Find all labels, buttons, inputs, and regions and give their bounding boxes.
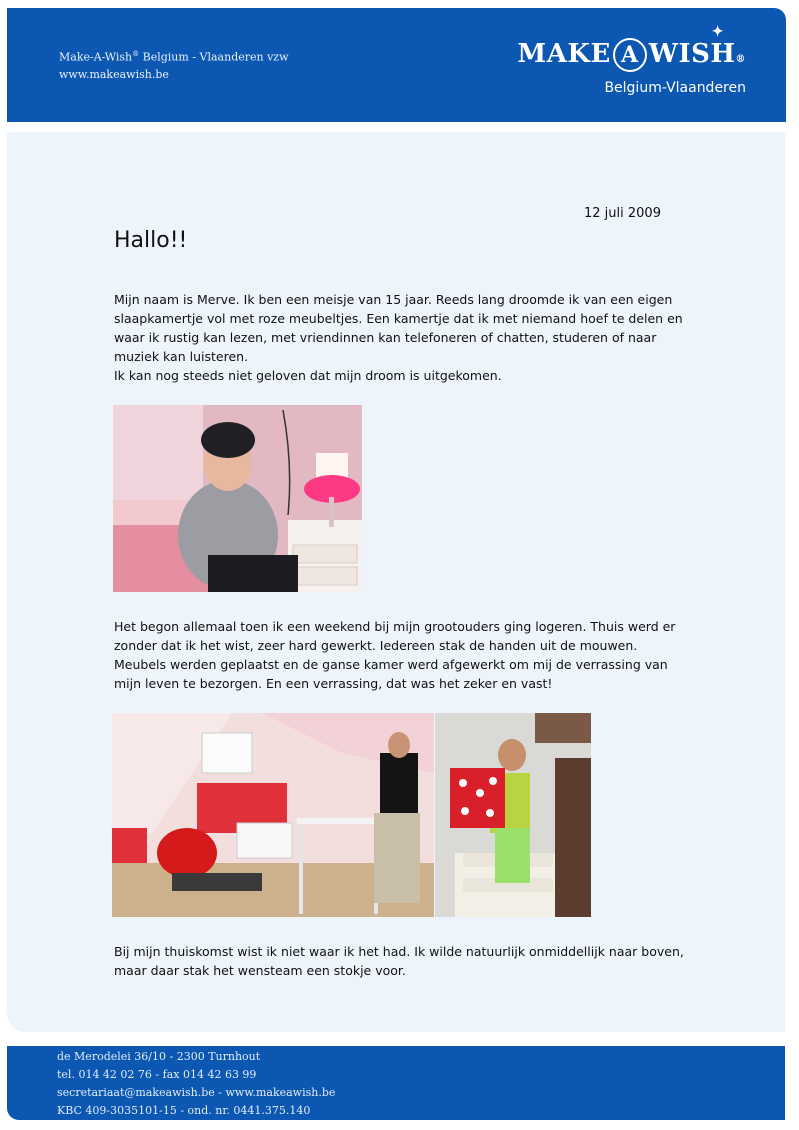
letterhead-banner	[7, 8, 786, 122]
photo-girl-in-pink-room	[113, 405, 362, 592]
photo-volunteers-building-room	[112, 713, 434, 917]
organization-name: Make-A-Wish® Belgium - Vlaanderen vzw	[59, 50, 289, 64]
logo-star-icon: ✦	[711, 24, 724, 40]
logo-a-circle: A	[613, 38, 647, 72]
footer-banner	[7, 1046, 785, 1120]
paragraph-surprise-story: Het begon allemaal toen ik een weekend bij mijn grootouders ging logeren. Thuis werd er zonder dat ik het wist, zeer hard gewerkt. Iedereen stak de handen uit de mouwen. Meubels werden geplaatst en de ganse kamer werd afgewerkt om mij de verrassing van mijn leven te bezorgen. En een verrassing, dat was het zeker en vast!	[114, 619, 676, 691]
letter-greeting: Hallo!!	[114, 228, 188, 253]
paragraph-homecoming: Bij mijn thuiskomst wist ik niet waar ik het had. Ik wilde natuurlijk onmiddellijk naar boven, maar daar stak het wensteam een stokje voor.	[114, 944, 684, 978]
organization-website: www.makeawish.be	[59, 68, 169, 81]
footer-address: de Merodelei 36/10 - 2300 Turnhout	[57, 1050, 261, 1063]
footer-phone: tel. 014 42 02 76 - fax 014 42 63 99	[57, 1068, 257, 1081]
paragraph-intro: Mijn naam is Merve. Ik ben een meisje van 15 jaar. Reeds lang droomde ik van een eigen slaapkamertje vol met roze meubeltjes. Een kamertje dat ik met niemand hoef te delen en waar ik rustig kan lezen, met vriendinnen kan telefoneren of chatten, studeren of naar muziek kan luisteren. Ik kan nog steeds niet geloven dat mijn droom is uitgekomen.	[114, 292, 683, 383]
make-a-wish-logo: MAKE A WISH® ✦	[517, 38, 746, 72]
footer-bank: KBC 409-3035101-15 - ond. nr. 0441.375.140	[57, 1104, 311, 1117]
letter-date: 12 juli 2009	[584, 206, 661, 221]
footer-email: secretariaat@makeawish.be - www.makeawish.be	[57, 1086, 336, 1099]
logo-subtitle: Belgium-Vlaanderen	[604, 80, 746, 96]
photo-girl-on-stairs	[435, 713, 591, 917]
